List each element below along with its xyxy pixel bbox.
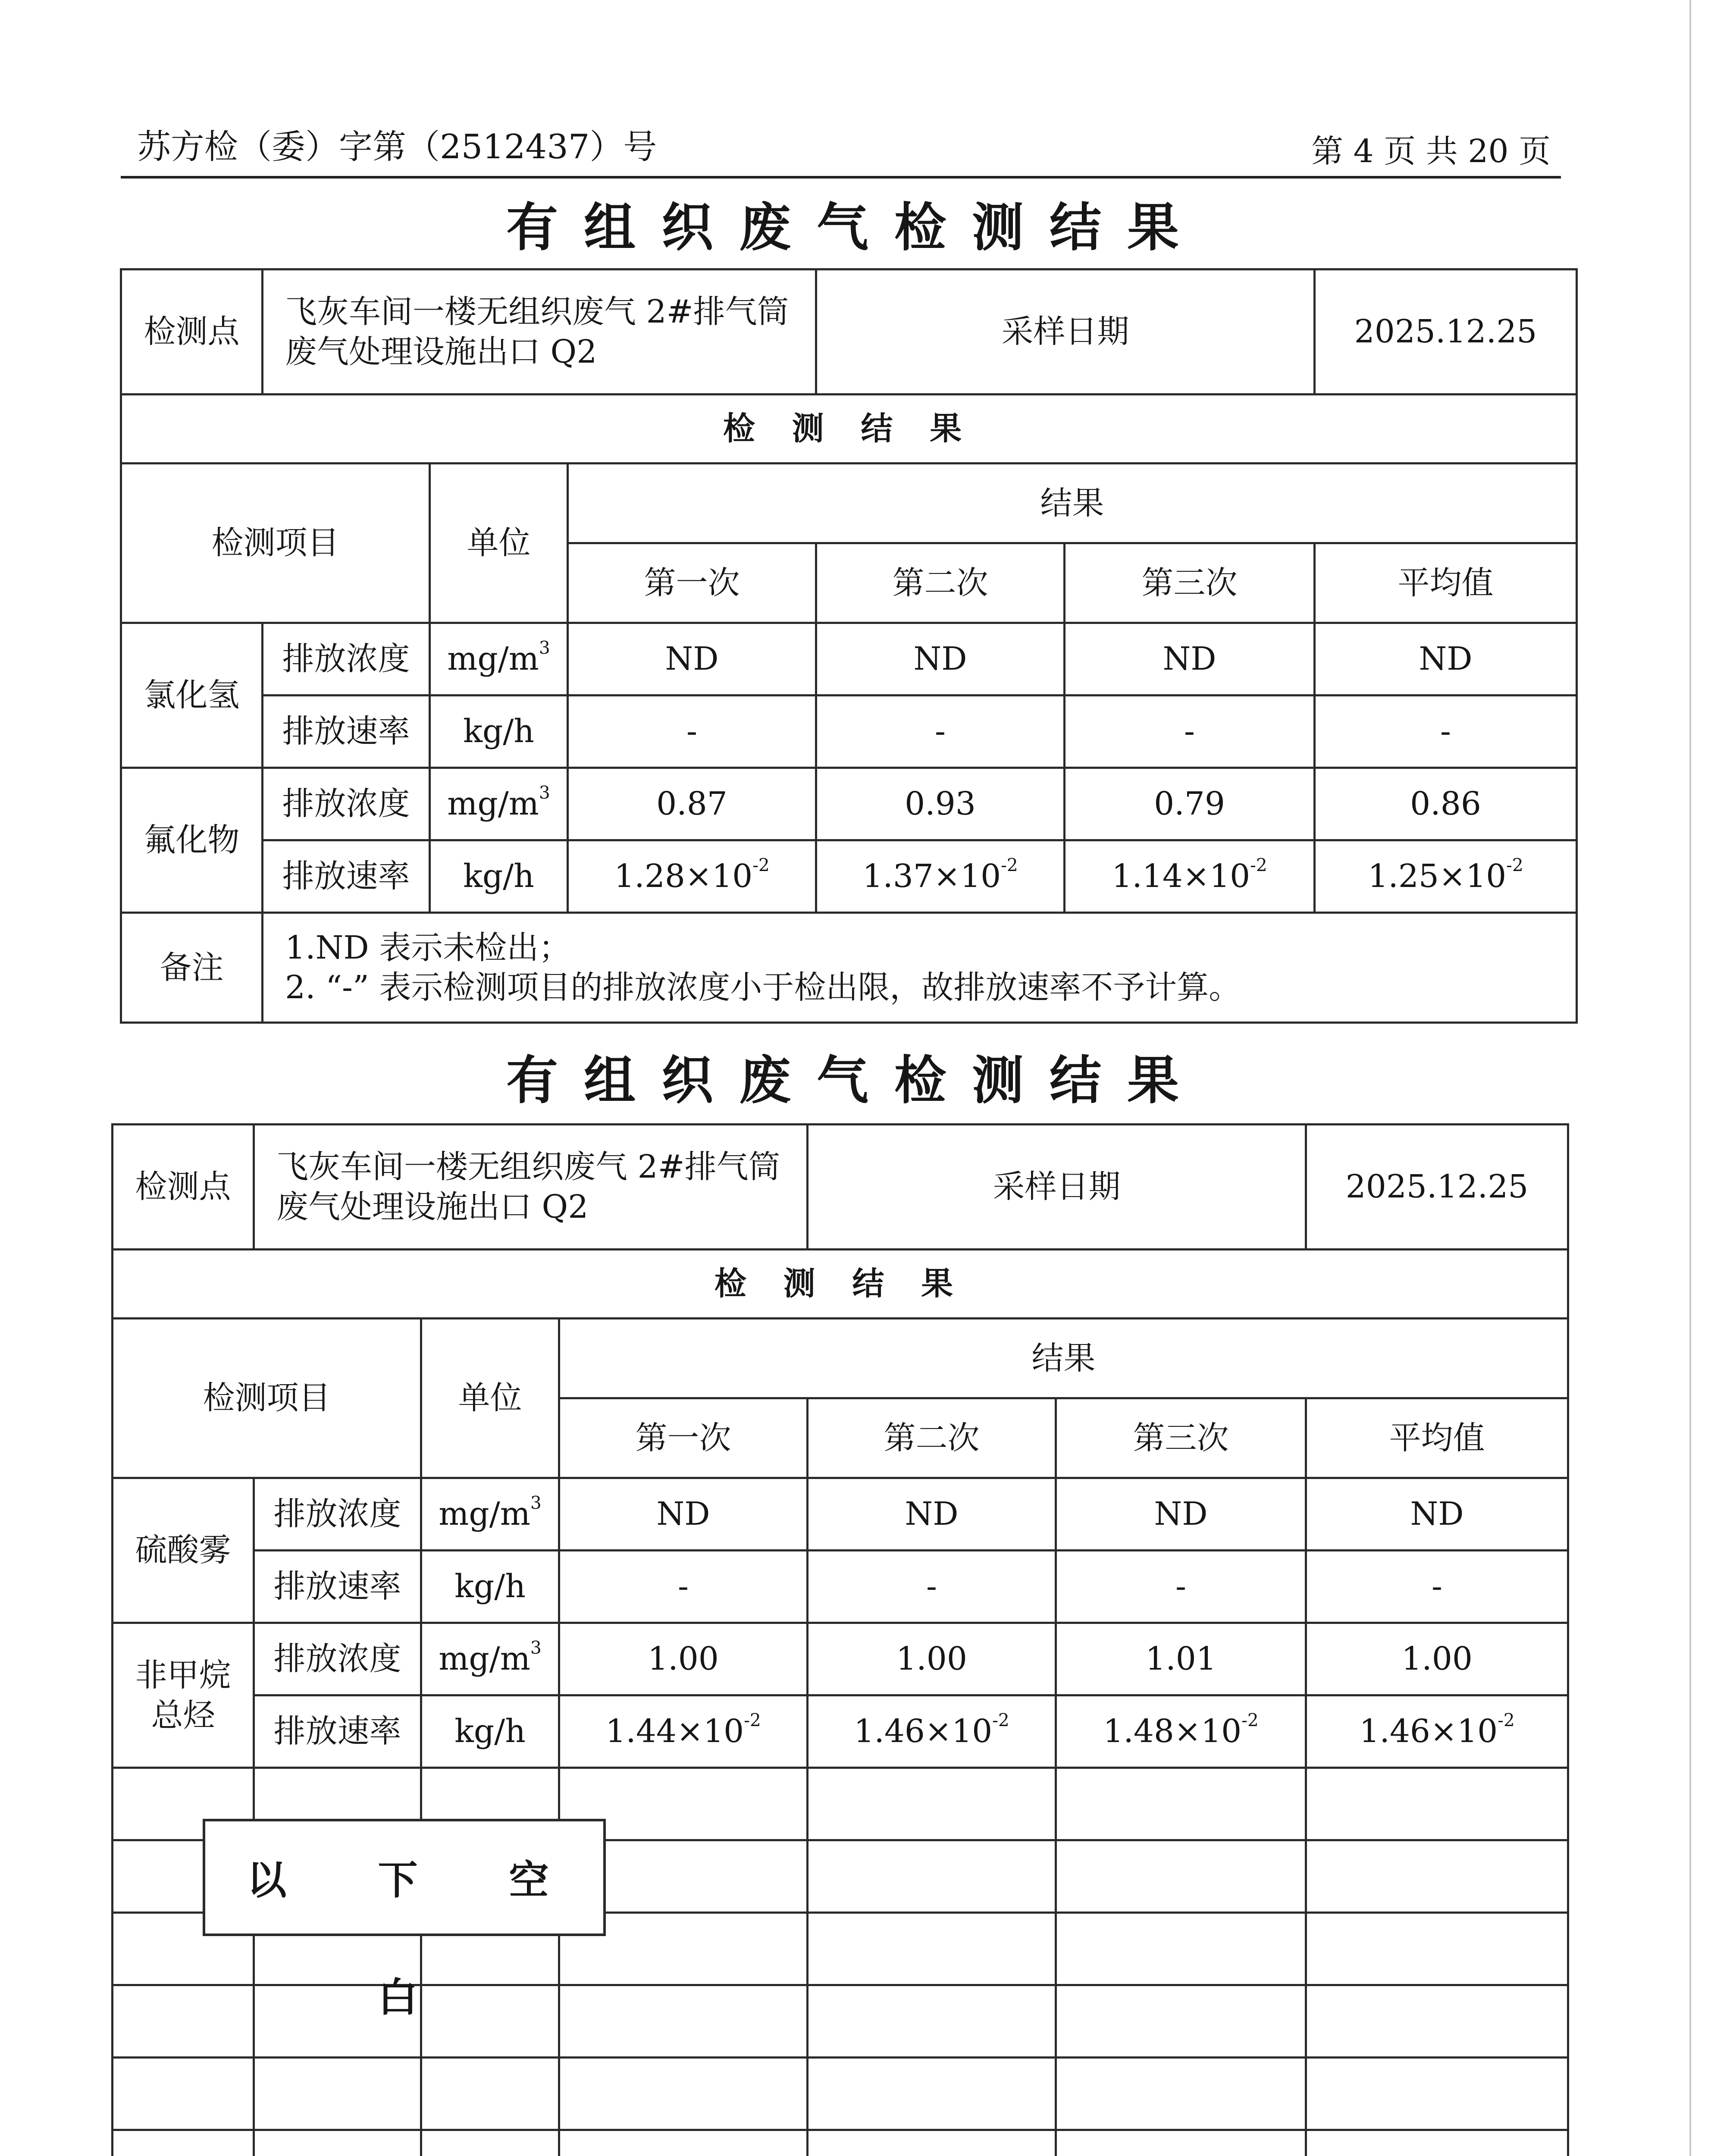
unit-sup: 3: [530, 1637, 542, 1658]
run2-header: 第二次: [816, 543, 1065, 623]
unit-sup: 3: [530, 1492, 542, 1514]
value-cell: 1.00: [1306, 1623, 1568, 1695]
unit-header: 单位: [430, 464, 568, 623]
param-label: 排放浓度: [254, 1478, 421, 1551]
unit-cell: [421, 1478, 559, 1551]
unit-header: 单位: [421, 1319, 559, 1478]
param-label: 排放速率: [263, 696, 430, 768]
report-number: 苏方检（委）字第（2512437）号: [137, 128, 657, 166]
header-rule: [121, 176, 1561, 179]
item-header: 检测项目: [121, 464, 430, 623]
value-cell: -: [1306, 1551, 1568, 1623]
empty-row: [113, 2130, 1568, 2156]
empty-row: [113, 1985, 1568, 2058]
results-table-1: [120, 268, 1578, 1024]
value-cell: 0.87: [568, 768, 816, 840]
unit-text: mg/m: [447, 785, 539, 823]
note-1: 1.ND 表示未检出；: [285, 929, 571, 966]
value-cell: $1.48\times 10^{-2}$: [1056, 1695, 1306, 1768]
average-header: 平均值: [1315, 543, 1577, 623]
point-value: 飞灰车间一楼无组织废气 2#排气筒废气处理设施出口 Q2: [254, 1125, 808, 1250]
note-2: 2. “-” 表示检测项目的排放浓度小于检出限，故排放速率不予计算。: [285, 969, 1241, 1006]
unit-cell: kg/h: [430, 840, 568, 913]
page-info: 第 4 页 共 20 页: [1311, 133, 1551, 170]
unit-cell: [421, 1623, 559, 1695]
value-cell: ND: [1306, 1478, 1568, 1551]
value-cell: -: [1065, 696, 1315, 768]
value-cell: $1.28\times 10^{-2}$: [568, 840, 816, 913]
value-cell: 0.86: [1315, 768, 1577, 840]
average-header: 平均值: [1306, 1398, 1568, 1478]
param-label: 排放速率: [254, 1551, 421, 1623]
sampling-date-value: 2025.12.25: [1315, 270, 1577, 395]
value-cell: -: [568, 696, 816, 768]
run3-header: 第三次: [1065, 543, 1315, 623]
pollutant-name: 硫酸雾: [113, 1478, 254, 1623]
value-cell: $1.46\times 10^{-2}$: [808, 1695, 1056, 1768]
section-title-1: 有组织废气检测结果: [506, 197, 1205, 258]
pollutant-name: 氯化氢: [121, 623, 263, 768]
value-cell: -: [816, 696, 1065, 768]
section-title-2: 有组织废气检测结果: [506, 1050, 1205, 1111]
unit-cell: [430, 623, 568, 696]
empty-row: [113, 2058, 1568, 2130]
pollutant-name: 氟化物: [121, 768, 263, 913]
run1-header: 第一次: [568, 543, 816, 623]
param-label: 排放浓度: [254, 1623, 421, 1695]
remarks-text: [263, 913, 1577, 1023]
unit-text: mg/m: [439, 1640, 530, 1678]
sampling-date-value: 2025.12.25: [1306, 1125, 1568, 1250]
run3-header: 第三次: [1056, 1398, 1306, 1478]
results-header: 结果: [568, 464, 1577, 543]
value-cell: $1.44\times 10^{-2}$: [559, 1695, 808, 1768]
value-cell: 1.00: [808, 1623, 1056, 1695]
value-cell: -: [1056, 1551, 1306, 1623]
value-cell: ND: [808, 1478, 1056, 1551]
value-cell: ND: [559, 1478, 808, 1551]
value-cell: $1.25\times 10^{-2}$: [1315, 840, 1577, 913]
unit-sup: 3: [539, 637, 550, 658]
value-cell: -: [808, 1551, 1056, 1623]
results-section-header: 检 测 结 果: [113, 1250, 1568, 1319]
value-cell: -: [559, 1551, 808, 1623]
point-label: 检测点: [121, 270, 263, 395]
value-cell: $1.14\times 10^{-2}$: [1065, 840, 1315, 913]
point-value: 飞灰车间一楼无组织废气 2#排气筒废气处理设施出口 Q2: [263, 270, 816, 395]
param-label: 排放浓度: [263, 768, 430, 840]
sampling-date-label: 采样日期: [816, 270, 1315, 395]
value-cell: ND: [816, 623, 1065, 696]
value-cell: 1.00: [559, 1623, 808, 1695]
value-cell: ND: [1056, 1478, 1306, 1551]
value-cell: $1.37\times 10^{-2}$: [816, 840, 1065, 913]
unit-cell: kg/h: [421, 1551, 559, 1623]
results-header: 结果: [559, 1319, 1568, 1398]
value-cell: ND: [568, 623, 816, 696]
results-section-header: 检 测 结 果: [121, 395, 1577, 464]
sampling-date-label: 采样日期: [808, 1125, 1306, 1250]
value-cell: 0.79: [1065, 768, 1315, 840]
param-label: 排放速率: [254, 1695, 421, 1768]
blank-below-stamp: 以 下 空 白: [203, 1819, 606, 1936]
item-header: 检测项目: [113, 1319, 421, 1478]
value-cell: ND: [1065, 623, 1315, 696]
unit-cell: [430, 768, 568, 840]
point-label: 检测点: [113, 1125, 254, 1250]
unit-sup: 3: [539, 782, 550, 803]
param-label: 排放浓度: [263, 623, 430, 696]
remarks-label: 备注: [121, 913, 263, 1023]
param-label: 排放速率: [263, 840, 430, 913]
unit-cell: kg/h: [421, 1695, 559, 1768]
results-table-2: [111, 1123, 1569, 2156]
run1-header: 第一次: [559, 1398, 808, 1478]
value-cell: ND: [1315, 623, 1577, 696]
unit-text: mg/m: [439, 1495, 530, 1533]
unit-cell: kg/h: [430, 696, 568, 768]
pollutant-name: 非甲烷总烃: [113, 1623, 254, 1768]
value-cell: 1.01: [1056, 1623, 1306, 1695]
value-cell: 0.93: [816, 768, 1065, 840]
value-cell: $1.46\times 10^{-2}$: [1306, 1695, 1568, 1768]
unit-text: mg/m: [447, 640, 539, 678]
value-cell: -: [1315, 696, 1577, 768]
run2-header: 第二次: [808, 1398, 1056, 1478]
